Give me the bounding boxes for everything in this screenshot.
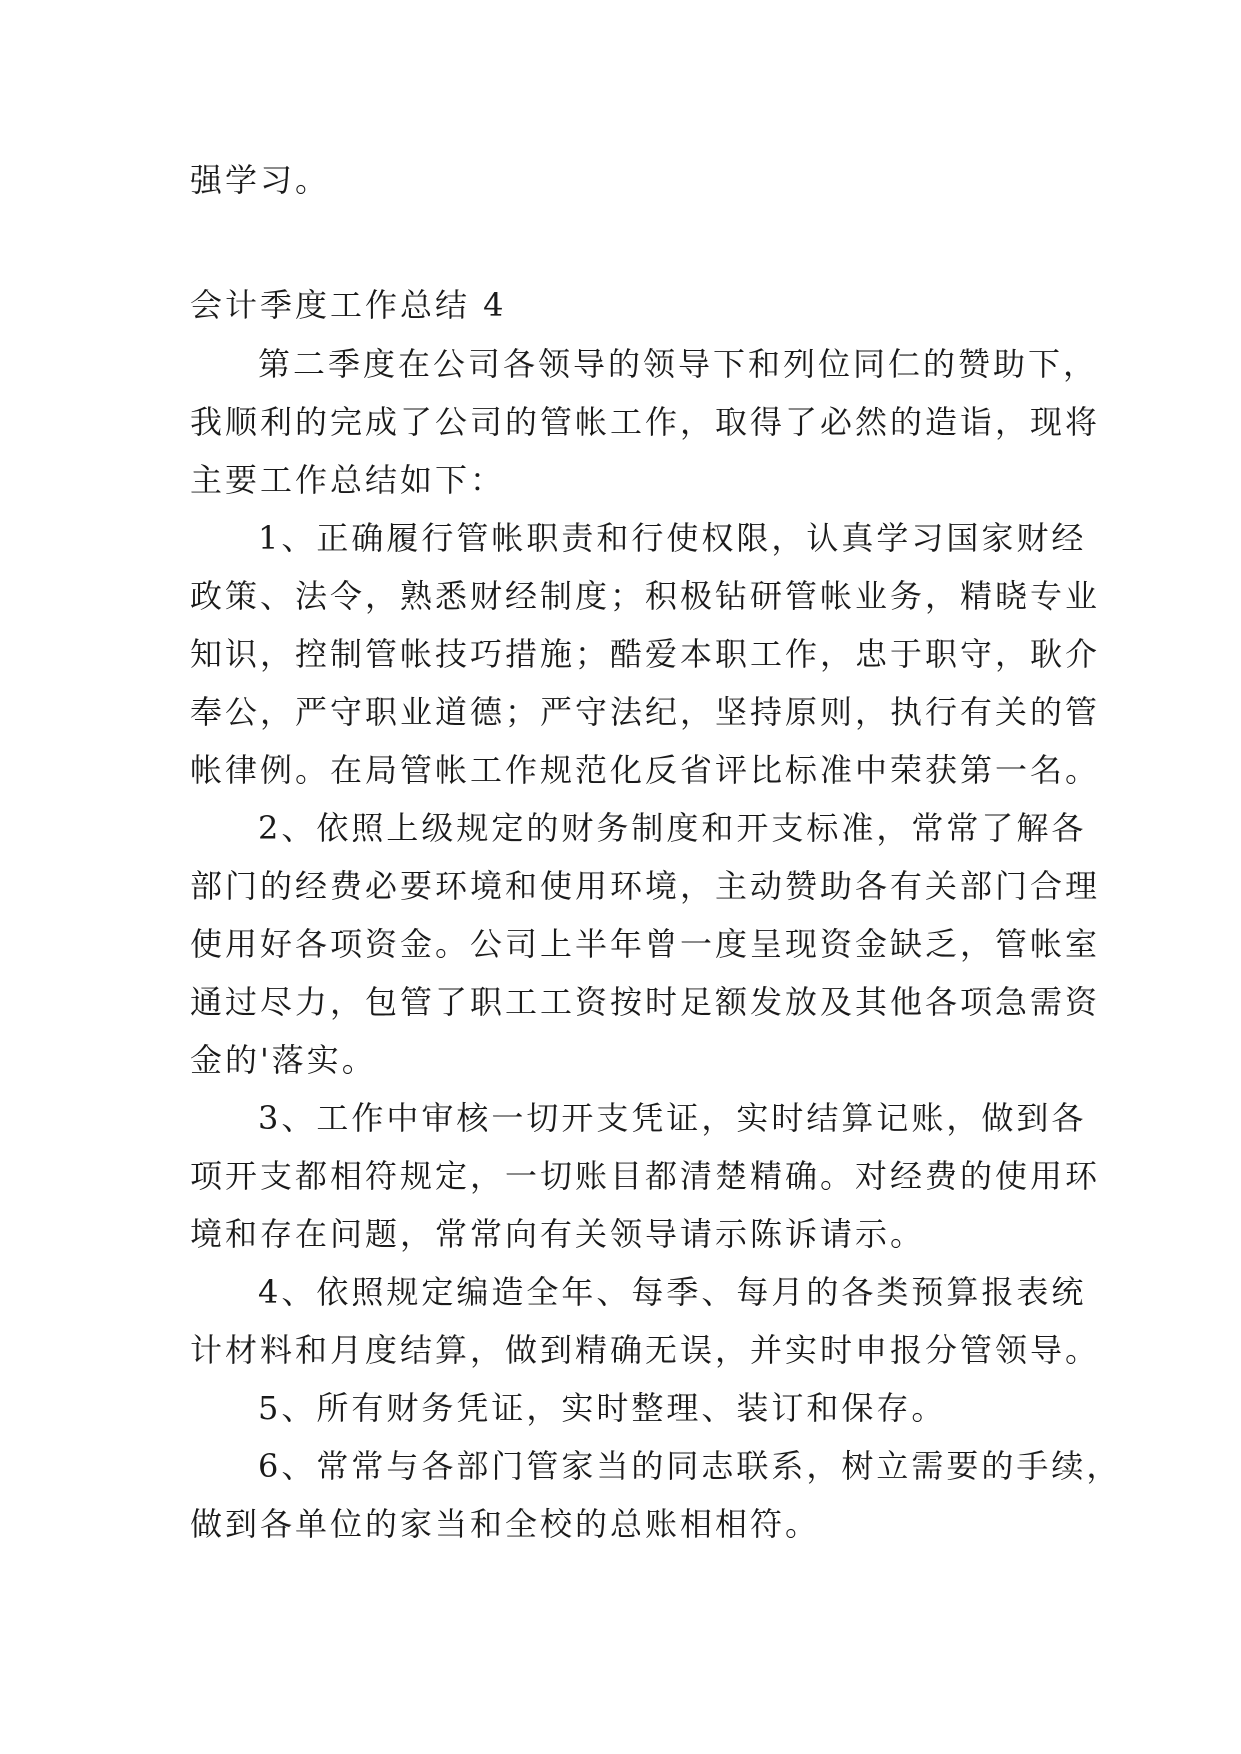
paragraph-line: 6、常常与各部门管家当的同志联系，树立需要的手续， — [258, 1447, 1122, 1485]
paragraph-line: 知识，控制管帐技巧措施；酷爱本职工作，忠于职守，耿介 — [190, 635, 1101, 673]
paragraph-line: 1、正确履行管帐职责和行使权限，认真学习国家财经 — [258, 519, 1087, 557]
paragraph-line: 通过尽力，包管了职工工资按时足额发放及其他各项急需资 — [190, 983, 1101, 1021]
paragraph-line: 帐律例。在局管帐工作规范化反省评比标准中荣获第一名。 — [190, 751, 1101, 789]
paragraph-line: 使用好各项资金。公司上半年曾一度呈现资金缺乏，管帐室 — [190, 925, 1101, 963]
paragraph-line: 政策、法令，熟悉财经制度；积极钻研管帐业务，精晓专业 — [190, 577, 1101, 615]
paragraph-line: 3、工作中审核一切开支凭证，实时结算记账，做到各 — [258, 1099, 1087, 1137]
paragraph-line: 5、所有财务凭证，实时整理、装订和保存。 — [258, 1389, 947, 1427]
paragraph-line: 做到各单位的家当和全校的总账相相符。 — [190, 1505, 821, 1543]
paragraph-line: 部门的经费必要环境和使用环境，主动赞助各有关部门合理 — [190, 867, 1101, 905]
intro-tail-text: 强学习。 — [190, 161, 331, 199]
paragraph-line: 4、依照规定编造全年、每季、每月的各类预算报表统 — [258, 1273, 1087, 1311]
section-title: 会计季度工作总结 4 — [190, 286, 507, 324]
paragraph-line: 计材料和月度结算，做到精确无误，并实时申报分管领导。 — [190, 1331, 1101, 1369]
paragraph-line: 第二季度在公司各领导的领导下和列位同仁的赞助下， — [258, 345, 1099, 383]
paragraph-line: 奉公，严守职业道德；严守法纪，坚持原则，执行有关的管 — [190, 693, 1101, 731]
paragraph-line: 主要工作总结如下： — [190, 461, 506, 499]
paragraph-line: 境和存在问题，常常向有关领导请示陈诉请示。 — [190, 1215, 926, 1253]
paragraph-line: 项开支都相符规定，一切账目都清楚精确。对经费的使用环 — [190, 1157, 1101, 1195]
paragraph-line: 2、依照上级规定的财务制度和开支标准，常常了解各 — [258, 809, 1087, 847]
paragraph-line: 金的'落实。 — [190, 1041, 377, 1079]
paragraph-line: 我顺利的完成了公司的管帐工作，取得了必然的造诣，现将 — [190, 403, 1101, 441]
